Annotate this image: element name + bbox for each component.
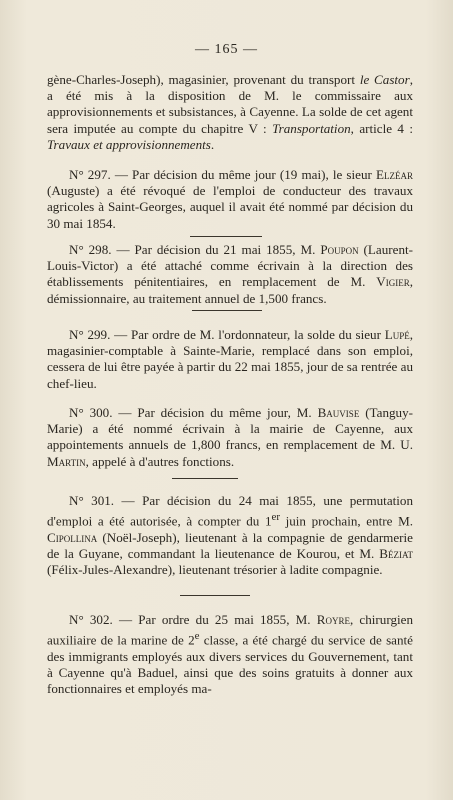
paragraph-text <box>47 72 413 153</box>
person-name: Lupé <box>384 327 410 342</box>
person-name: Elzéar <box>376 167 413 182</box>
text-run: , appelé à d'autres fonctions. <box>85 453 235 469</box>
paragraph-text <box>47 327 413 392</box>
paragraph-302 <box>47 612 413 697</box>
text-run: juin prochain, entre M. <box>280 513 413 529</box>
text-run: (Noël-Joseph), lieutenant à la compagnie de gendarmerie de la Guyane, commandant la lieutenance de Kourou, et M. <box>47 529 413 561</box>
paragraph-298 <box>47 242 413 307</box>
text-run: classe, a été chargé du service de santé des immigrants employés aux divers services du Gouvernement, tant à Cayenne qu'à Baduel, ainsi que des soins gratuits à donner aux fonctionnaires et employés ma- <box>47 632 413 697</box>
superscript: er <box>271 511 280 524</box>
text-run: (Tanguy-Marie) a été nommé écrivain à la mairie de Cayenne, aux appointements annuels de 1,800 francs, en remplacement de M. U. <box>47 405 413 453</box>
text-run: (Auguste) a été révoqué de l'emploi de conducteur des travaux agricoles à Saint-Georges, auquel il avait été nommé par décision du 30 mai 1854. <box>47 183 413 231</box>
text-run: gène-Charles-Joseph), magasinier, provenant du transport <box>47 72 360 87</box>
paragraph-text <box>47 167 413 232</box>
text-run: , démissionnaire, au traitement annuel de 1,500 francs. <box>47 274 413 306</box>
paragraph-text <box>47 612 413 697</box>
paragraph-299 <box>47 327 413 392</box>
text-run: N° 298. — Par décision du 21 mai 1855, M. <box>69 242 321 257</box>
text-run: N° 299. — Par ordre de M. l'ordonnateur, la solde du sieur <box>69 327 385 342</box>
paragraph-text <box>47 493 413 578</box>
person-name: Béziat <box>379 545 413 561</box>
section-divider <box>180 595 250 596</box>
text-run: N° 302. — Par ordre du 25 mai 1855, M. <box>69 612 317 627</box>
paragraph-continuation <box>47 72 413 153</box>
paragraph-text <box>47 405 413 470</box>
person-name: Bauvise <box>317 405 360 420</box>
page-number: — 165 — <box>195 42 258 57</box>
section-divider <box>192 310 262 311</box>
person-name: Cipollina <box>47 529 98 545</box>
person-name: Vigier <box>376 274 410 290</box>
text-run: N° 300. — Par décision du même jour, M. <box>69 405 318 420</box>
superscript: e <box>194 630 200 643</box>
paragraph-text <box>47 242 413 307</box>
section-divider <box>172 478 238 479</box>
italic-text: le Castor <box>359 72 410 87</box>
section-divider <box>190 236 262 237</box>
paragraph-297 <box>47 167 413 232</box>
person-name: Poupon <box>320 242 359 257</box>
text-run: , article 4 : <box>350 120 413 136</box>
text-run: . <box>210 136 215 152</box>
text-run: , magasinier-comptable à Sainte-Marie, remplacé dans son emploi, cessera de lui être payée à partir du 22 mai 1855, jour de sa rentrée au chef-lieu. <box>47 327 413 391</box>
paragraph-300 <box>47 405 413 470</box>
text-run: N° 297. — Par décision du même jour (19 mai), le sieur <box>69 167 376 182</box>
paragraph-301 <box>47 493 413 578</box>
text-run: N° 301. — Par décision du 24 mai 1855, une permutation d'emploi a été autorisée, à compter du 1 <box>47 493 413 529</box>
person-name: Martin <box>47 453 86 469</box>
person-name: Royre <box>316 612 350 627</box>
italic-text: Transportation <box>272 120 351 136</box>
text-run: (Laurent-Louis-Victor) a été attaché comme écrivain à la direction des établissements pénitentiaires, en remplacement de M. <box>47 242 413 290</box>
italic-text: Travaux et approvisionnements <box>47 136 211 152</box>
text-run: (Félix-Jules-Alexandre), lieutenant trésorier à ladite compagnie. <box>47 562 383 578</box>
text-run: , chirurgien auxiliaire de la marine de 2 <box>47 612 413 648</box>
text-run: , a été mis à la disposition de M. le commissaire aux approvisionnements et subsistances, à Cayenne. La solde de cet agent sera imputée au compte du chapitre V : <box>47 72 413 136</box>
